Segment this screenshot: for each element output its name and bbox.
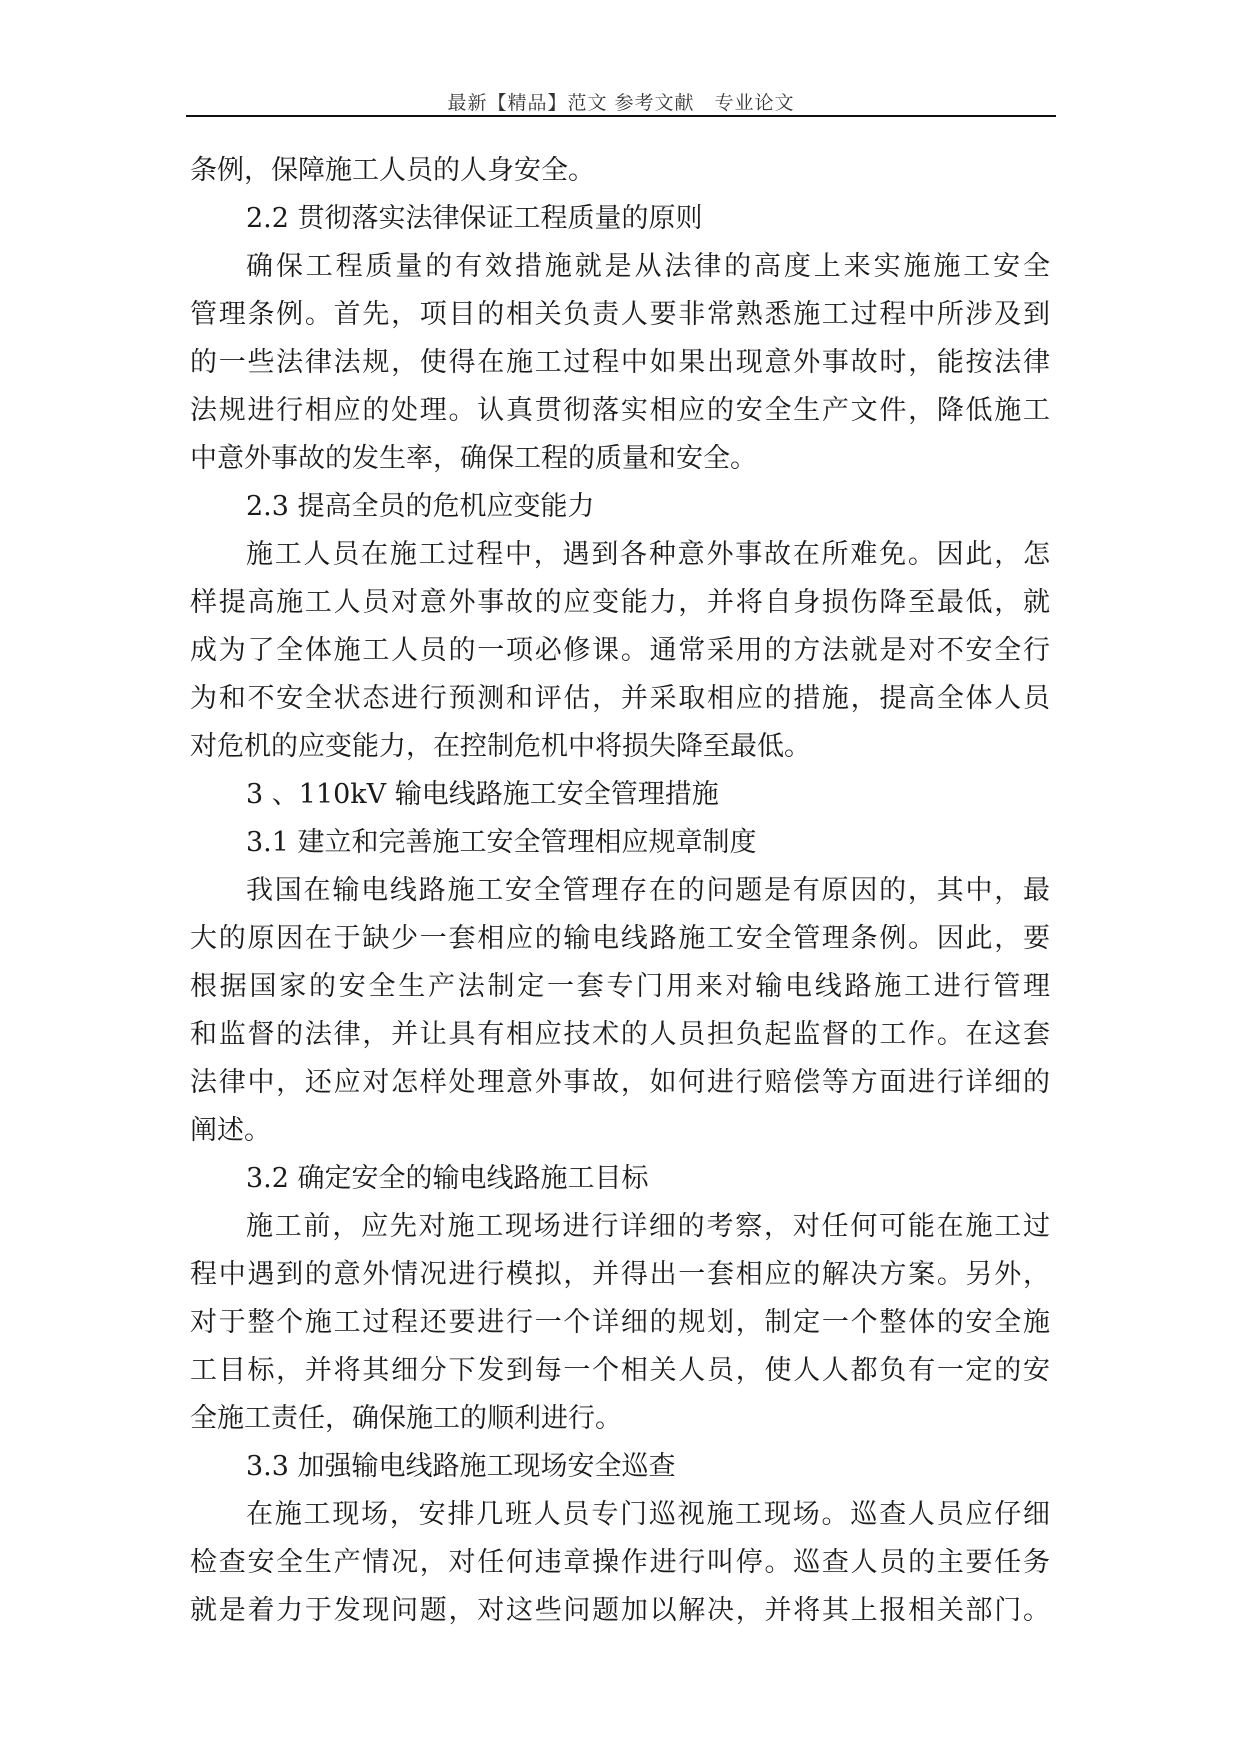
body-line: 对于整个施工过程还要进行一个详细的规划，制定一个整体的安全施 — [190, 1307, 1050, 1338]
body-line: 2.3 提高全员的危机应变能力 — [246, 491, 595, 522]
body-line: 程中遇到的意外情况进行模拟，并得出一套相应的解决方案。另外， — [190, 1259, 1050, 1290]
body-line: 大的原因在于缺少一套相应的输电线路施工安全管理条例。因此，要 — [190, 923, 1050, 954]
body-line: 为和不安全状态进行预测和评估，并采取相应的措施，提高全体人员 — [190, 683, 1050, 714]
body-line: 全施工责任，确保施工的顺利进行。 — [190, 1403, 622, 1434]
body-line: 就是着力于发现问题，对这些问题加以解决，并将其上报相关部门。 — [190, 1595, 1050, 1626]
body-line: 3 、110kV 输电线路施工安全管理措施 — [246, 779, 719, 810]
body-line: 和监督的法律，并让具有相应技术的人员担负起监督的工作。在这套 — [190, 1019, 1050, 1050]
page-header: 最新【精品】范文 参考文献 专业论文 — [447, 92, 795, 114]
body-line: 成为了全体施工人员的一项必修课。通常采用的方法就是对不安全行 — [190, 635, 1050, 666]
body-line: 样提高施工人员对意外事故的应变能力，并将自身损伤降至最低，就 — [190, 587, 1050, 618]
body-line: 2.2 贯彻落实法律保证工程质量的原则 — [246, 203, 703, 234]
document-body — [190, 147, 1050, 1635]
body-line: 中意外事故的发生率，确保工程的质量和安全。 — [190, 443, 757, 474]
body-line: 的一些法律法规，使得在施工过程中如果出现意外事故时，能按法律 — [190, 347, 1050, 378]
body-line: 阐述。 — [190, 1115, 271, 1146]
body-line: 3.3 加强输电线路施工现场安全巡查 — [246, 1451, 676, 1482]
body-line: 确保工程质量的有效措施就是从法律的高度上来实施施工安全 — [246, 251, 1050, 282]
header-divider — [186, 115, 1056, 117]
body-line: 在施工现场，安排几班人员专门巡视施工现场。巡查人员应仔细 — [246, 1499, 1050, 1530]
body-line: 施工人员在施工过程中，遇到各种意外事故在所难免。因此，怎 — [246, 539, 1050, 570]
body-line: 检查安全生产情况，对任何违章操作进行叫停。巡查人员的主要任务 — [190, 1547, 1050, 1578]
body-line: 法规进行相应的处理。认真贯彻落实相应的安全生产文件，降低施工 — [190, 395, 1050, 426]
body-line: 施工前，应先对施工现场进行详细的考察，对任何可能在施工过 — [246, 1211, 1050, 1242]
body-line: 管理条例。首先，项目的相关负责人要非常熟悉施工过程中所涉及到 — [190, 299, 1050, 330]
body-line: 根据国家的安全生产法制定一套专门用来对输电线路施工进行管理 — [190, 971, 1050, 1002]
body-line: 法律中，还应对怎样处理意外事故，如何进行赔偿等方面进行详细的 — [190, 1067, 1050, 1098]
body-line: 条例，保障施工人员的人身安全。 — [190, 155, 595, 186]
body-line: 3.2 确定安全的输电线路施工目标 — [246, 1163, 649, 1194]
body-line: 工目标，并将其细分下发到每一个相关人员，使人人都负有一定的安 — [190, 1355, 1050, 1386]
body-line: 对危机的应变能力，在控制危机中将损失降至最低。 — [190, 731, 811, 762]
body-line: 3.1 建立和完善施工安全管理相应规章制度 — [246, 827, 757, 858]
body-line: 我国在输电线路施工安全管理存在的问题是有原因的，其中，最 — [246, 875, 1050, 906]
